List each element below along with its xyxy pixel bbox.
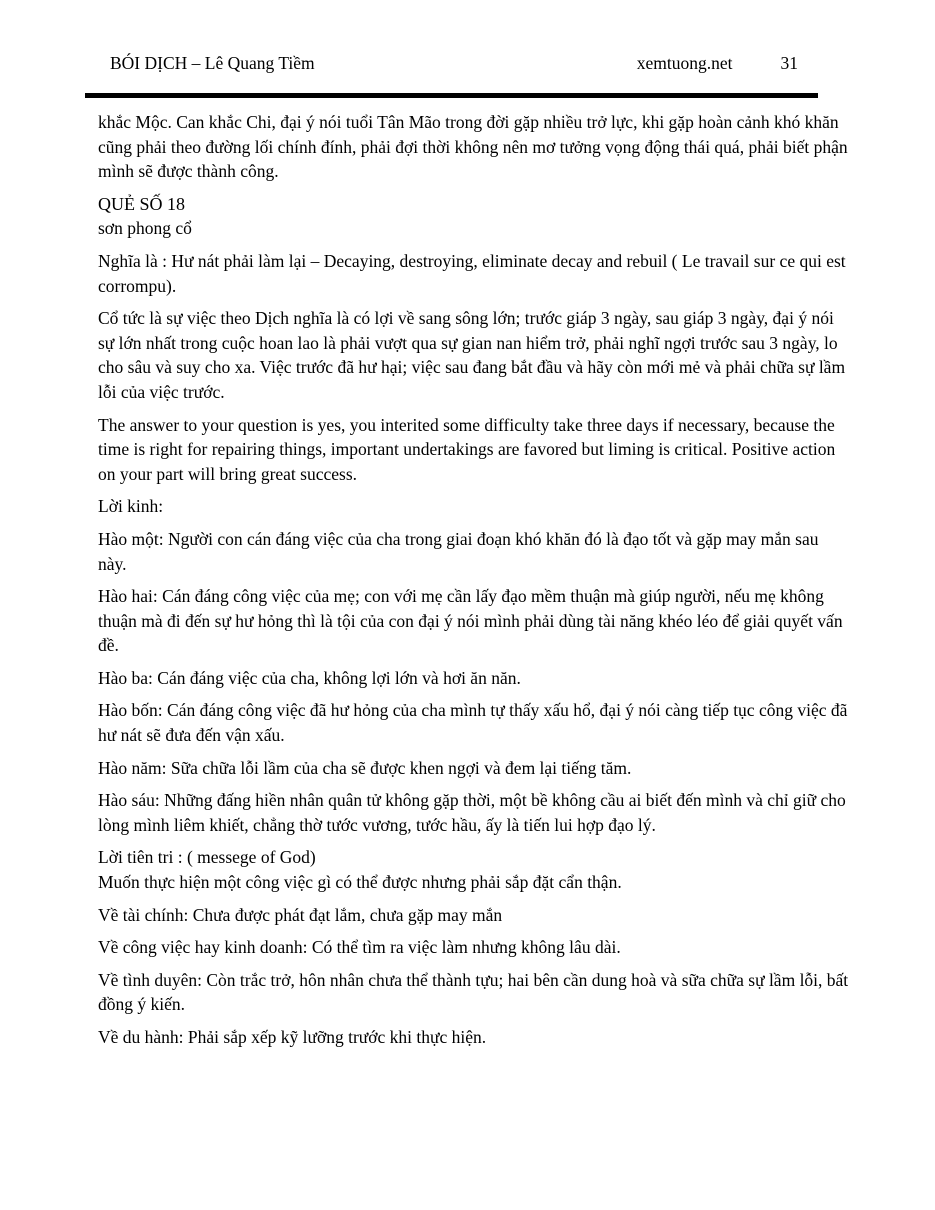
paragraph-english-answer: The answer to your question is yes, you interited some difficulty take three days if necessary, because the time is right for repairing things, important undertakings are favored but liming is critical. Positive action on your part will bring great success.: [98, 414, 836, 484]
header-right-group: [637, 53, 798, 74]
label-loi-tien-tri: Lời tiên tri : ( messege of God): [98, 847, 316, 868]
paragraph-nghia-la: Nghĩa là : Hư nát phải làm lại – Decaying, destroying, eliminate decay and rebuil ( Le travail sur ce qui est corrompu).: [98, 250, 846, 296]
paragraph-hao-ba: Hào ba: Cán đáng việc của cha, không lợi lớn và hơi ăn năn.: [98, 667, 521, 688]
page-header: [110, 53, 798, 74]
document-body: [98, 110, 850, 1058]
header-divider-rule: [85, 93, 818, 98]
paragraph-ve-du-hanh: Về du hành: Phải sắp xếp kỹ lưỡng trước khi thực hiện.: [98, 1027, 487, 1047]
paragraph-ve-cong-viec: Về công việc hay kinh doanh: Có thể tìm ra việc làm nhưng không lâu dài.: [98, 937, 621, 958]
paragraph-ve-tinh-duyen: Về tình duyên: Còn trắc trở, hôn nhân chưa thể thành tựu; hai bên cần dung hoà và sữa chữa sự lầm lỗi, bất đồng ý kiến.: [98, 969, 849, 1015]
section-heading-que-so-18: QUẺ SỐ 18: [98, 193, 186, 214]
paragraph-hao-mot: Hào một: Người con cán đáng việc của cha trong giai đoạn khó khăn đó là đạo tốt và gặp may mắn sau này.: [98, 528, 819, 574]
label-loi-kinh: Lời kinh:: [98, 496, 164, 517]
page-number: 31: [780, 53, 798, 73]
section-subheading-son-phong-co: sơn phong cổ: [98, 218, 192, 239]
paragraph-co-tuc: Cổ tức là sự việc theo Dịch nghĩa là có lợi về sang sông lớn; trước giáp 3 ngày, sau giáp 3 ngày, đại ý nói sự lớn nhất trong cuộc hoan lao là phải vượt qua sự gian nan hiểm trở, phải nghĩ ngợi trước sau 3 ngày, lo cho sâu và suy cho xa. Việc trước đã hư hại; việc sau đang bắt đầu và hãy còn mới mẻ và phải chữa sự lầm lỗi của việc trước.: [98, 308, 846, 402]
paragraph-hao-nam: Hào năm: Sữa chữa lỗi lầm của cha sẽ được khen ngợi và đem lại tiếng tăm.: [98, 757, 632, 778]
paragraph-khac-moc: khắc Mộc. Can khắc Chi, đại ý nói tuổi Tân Mão trong đời gặp nhiều trở lực, khi gặp hoàn cảnh khó khăn cũng phải theo đường lối chính đính, phải đợi thời không nên mơ tưởng vọng động thái quá, phải biết phận mình sẽ được thành công.: [98, 112, 848, 182]
paragraph-ve-tai-chinh: Về tài chính: Chưa được phát đạt lắm, chưa gặp may mắn: [98, 904, 503, 925]
paragraph-hao-sau: Hào sáu: Những đấng hiền nhân quân tử không gặp thời, một bề không cầu ai biết đến mình và chỉ giữ cho lòng mình liêm khiết, chẳng thờ tước vương, tước hầu, ấy là tiến lui hợp đạo lý.: [98, 790, 846, 835]
paragraph-hao-hai: Hào hai: Cán đáng công việc của mẹ; con với mẹ cần lấy đạo mềm thuận mà giúp người, nếu mẹ không thuận mà đi đến sự hư hỏng thì là tội của con đại ý nói mình phải dùng tài năng khéo léo để giải quyết vấn đề.: [98, 586, 843, 656]
site-name: xemtuong.net: [636, 53, 733, 73]
document-title: BÓI DỊCH – Lê Quang Tiềm: [110, 53, 315, 73]
paragraph-muon-thuc-hien: Muốn thực hiện một công việc gì có thể được nhưng phải sắp đặt cẩn thận.: [98, 872, 622, 893]
paragraph-hao-bon: Hào bốn: Cán đáng công việc đã hư hỏng của cha mình tự thấy xấu hổ, đại ý nói càng tiếp tục công việc đã hư nát sẽ đưa đến vận xấu.: [98, 700, 848, 746]
